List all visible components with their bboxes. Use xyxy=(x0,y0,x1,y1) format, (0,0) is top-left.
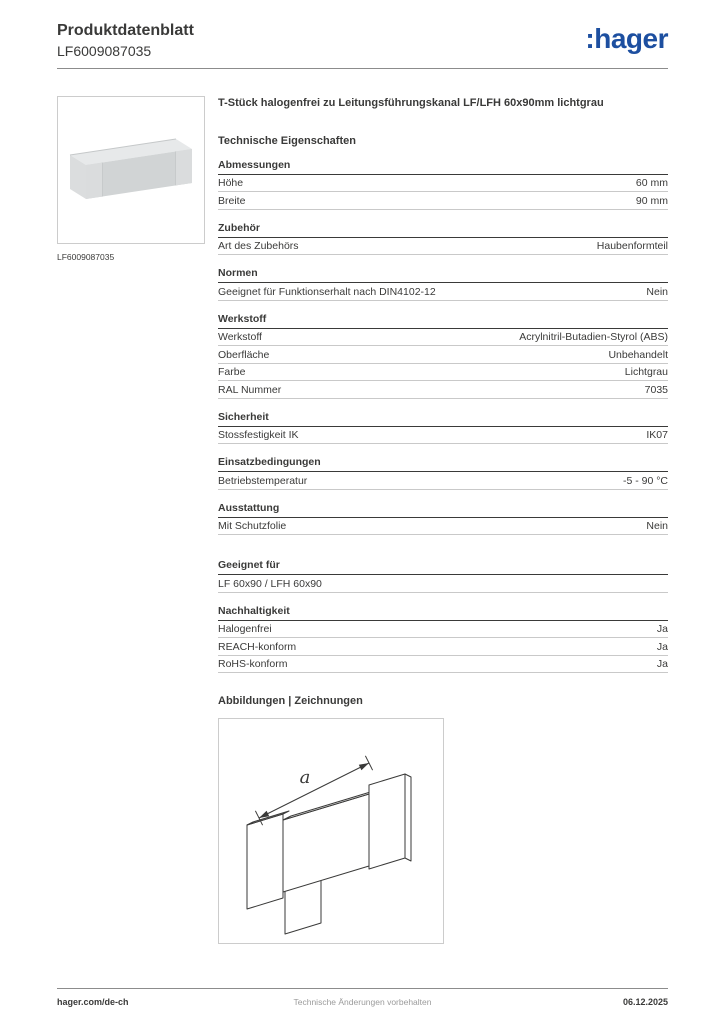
spec-row xyxy=(218,192,668,210)
spec-label: Höhe xyxy=(218,177,244,190)
product-title: T-Stück halogenfrei zu Leitungsführungskanal LF/LFH 60x90mm lichtgrau xyxy=(218,97,604,110)
doc-title: Produktdatenblatt xyxy=(57,22,194,39)
footer-url[interactable]: hager.com/de-ch xyxy=(57,997,129,1007)
technical-drawing xyxy=(218,718,444,944)
doc-footer xyxy=(57,988,668,1007)
section-werkstoff xyxy=(218,313,668,399)
spec-value: -5 - 90 °C xyxy=(622,474,668,487)
drawings-heading: Abbildungen | Zeichnungen xyxy=(218,695,363,708)
spec-value: Ja xyxy=(656,658,668,671)
spec-label: Betriebstemperatur xyxy=(218,474,308,487)
section-heading: Sicherheit xyxy=(218,411,668,427)
section-zubehoer xyxy=(218,222,668,256)
footer-row xyxy=(57,997,668,1007)
section-heading: Einsatzbedingungen xyxy=(218,456,668,472)
spec-label: Stossfestigkeit IK xyxy=(218,429,299,442)
header-divider xyxy=(57,68,668,69)
spec-value: Unbehandelt xyxy=(608,348,668,361)
spec-row xyxy=(218,329,668,347)
spec-value: 7035 xyxy=(644,383,668,396)
section-heading: Normen xyxy=(218,267,668,283)
section-heading: Abmessungen xyxy=(218,159,668,175)
spec-value: Ja xyxy=(656,640,668,653)
spec-value: Nein xyxy=(646,285,668,298)
doc-header xyxy=(57,22,668,59)
section-einsatzbedingungen xyxy=(218,456,668,490)
spec-row xyxy=(218,472,668,490)
spec-value: Lichtgrau xyxy=(624,366,668,379)
section-geeignet-fuer xyxy=(218,559,668,593)
section-heading: Geeignet für xyxy=(218,559,668,575)
section-nachhaltigkeit xyxy=(218,605,668,674)
spec-value: IK07 xyxy=(646,429,668,442)
footer-date: 06.12.2025 xyxy=(622,997,668,1007)
spec-row xyxy=(218,427,668,445)
spec-label: Breite xyxy=(218,194,246,207)
dimension-label: a xyxy=(299,767,311,789)
spec-value: Ja xyxy=(656,623,668,636)
spec-row xyxy=(218,175,668,193)
spec-label: Werkstoff xyxy=(218,331,262,344)
spec-row xyxy=(218,575,668,593)
spec-row xyxy=(218,283,668,301)
spec-row xyxy=(218,518,668,536)
section-sicherheit xyxy=(218,411,668,445)
tech-properties-heading: Technische Eigenschaften xyxy=(218,134,356,147)
section-heading: Werkstoff xyxy=(218,313,668,329)
spec-row xyxy=(218,346,668,364)
spec-row xyxy=(218,364,668,382)
spec-row xyxy=(218,238,668,256)
product-image-caption: LF6009087035 xyxy=(57,252,115,263)
spec-value: Acrylnitril-Butadien-Styrol (ABS) xyxy=(519,331,668,344)
spec-value: Nein xyxy=(646,520,668,533)
section-heading: Nachhaltigkeit xyxy=(218,605,668,621)
product-photo-svg xyxy=(58,97,204,243)
section-heading: Ausstattung xyxy=(218,502,668,518)
spec-label: Mit Schutzfolie xyxy=(218,520,287,533)
spec-value: 90 mm xyxy=(635,194,668,207)
section-normen xyxy=(218,267,668,301)
spec-sections xyxy=(218,159,668,674)
spec-label: RAL Nummer xyxy=(218,383,282,396)
technical-drawing-svg xyxy=(219,719,443,943)
hager-logo: :hager xyxy=(585,23,668,54)
content-area xyxy=(57,96,668,944)
product-image xyxy=(57,96,205,244)
product-reference: LF6009087035 xyxy=(57,43,152,60)
left-column xyxy=(57,96,205,944)
section-heading: Zubehör xyxy=(218,222,668,238)
spec-label: Geeignet für Funktionserhalt nach DIN4102-12 xyxy=(218,285,436,298)
spec-label: Art des Zubehörs xyxy=(218,240,299,253)
spec-value: Haubenformteil xyxy=(596,240,668,253)
section-abmessungen xyxy=(218,159,668,210)
spec-label: REACH-konform xyxy=(218,640,297,653)
spec-row xyxy=(218,381,668,399)
footer-notice: Technische Änderungen vorbehalten xyxy=(293,997,432,1007)
main-column xyxy=(218,96,668,944)
spec-label: RoHS-konform xyxy=(218,658,288,671)
spec-label: Oberfläche xyxy=(218,348,270,361)
footer-divider xyxy=(57,988,668,989)
doc-header-text xyxy=(57,22,194,59)
spec-label: LF 60x90 / LFH 60x90 xyxy=(218,577,322,590)
spec-label: Halogenfrei xyxy=(218,623,272,636)
spec-row xyxy=(218,656,668,674)
spec-row xyxy=(218,638,668,656)
section-ausstattung xyxy=(218,502,668,536)
spec-label: Farbe xyxy=(218,366,246,379)
spec-value: 60 mm xyxy=(635,177,668,190)
spec-row xyxy=(218,621,668,639)
